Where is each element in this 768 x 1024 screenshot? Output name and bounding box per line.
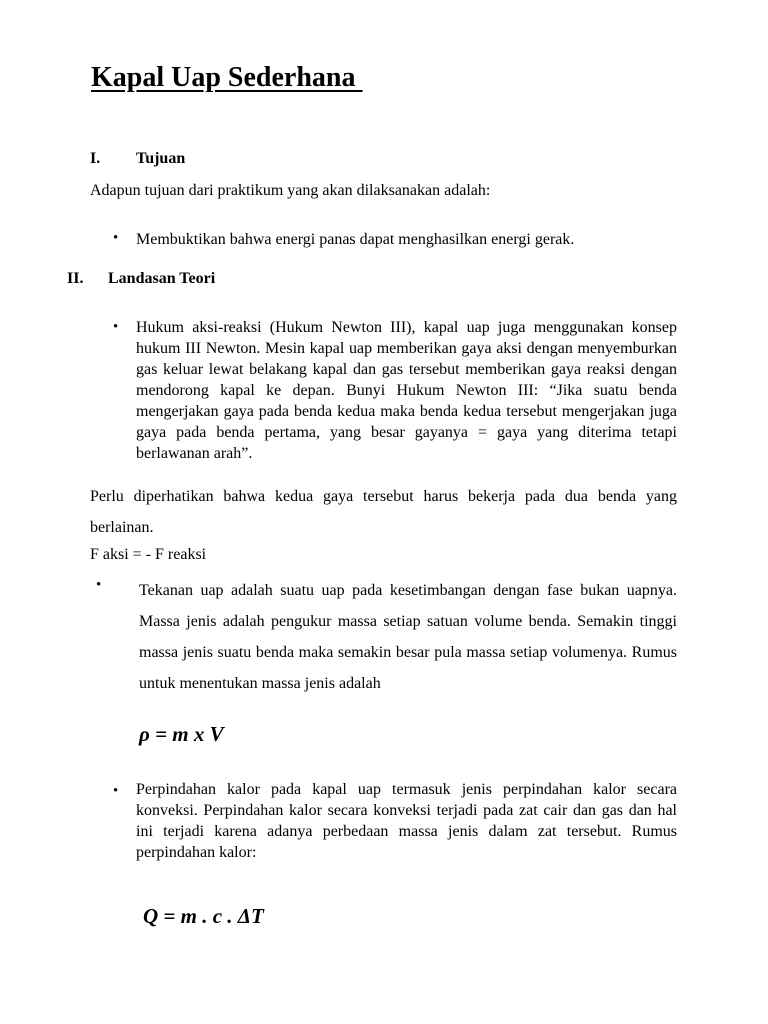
section-1-bullet-1: Membuktikan bahwa energi panas dapat menghasilkan energi gerak.: [136, 231, 575, 248]
bullet-icon: •: [113, 783, 119, 799]
section-2-bullet-heat: Perpindahan kalor pada kapal uap termasuk jenis perpindahan kalor secara konveksi. Perpindahan kalor secara konveksi terjadi pada zat cair dan gas dan hal ini terjadi karena adanya perbedaan massa jenis dalam zat tersebut. Rumus perpindahan kalor:: [136, 781, 677, 861]
bullet-icon: •: [96, 577, 102, 593]
section-2-heading: Landasan Teori: [108, 270, 216, 287]
document-title: Kapal Uap Sederhana: [91, 62, 363, 93]
section-1-number: I.: [90, 150, 101, 167]
section-2-bullet-pressure: Tekanan uap adalah suatu uap pada kesetimbangan dengan fase bukan uapnya. Massa jenis adalah pengukur massa setiap satuan volume benda. Semakin tinggi massa jenis suatu benda maka semakin besar pula massa setiap volumenya. Rumus untuk menentukan massa jenis adalah: [139, 582, 677, 692]
heat-formula: Q = m . c . ΔT: [143, 904, 264, 928]
section-1-intro: Adapun tujuan dari praktikum yang akan dilaksanakan adalah:: [90, 182, 491, 199]
section-1-heading: Tujuan: [136, 150, 186, 167]
section-2-note: Perlu diperhatikan bahwa kedua gaya tersebut harus bekerja pada dua benda yang berlainan.: [90, 488, 677, 536]
section-2-equation: F aksi = - F reaksi: [90, 546, 207, 563]
bullet-icon: •: [113, 230, 119, 246]
bullet-icon: •: [113, 319, 119, 335]
section-2-bullet-newton: Hukum aksi-reaksi (Hukum Newton III), kapal uap juga menggunakan konsep hukum III Newton. Mesin kapal uap memberikan gaya aksi dengan menyemburkan gas keluar lewat belakang kapal dan gas tersebut memberikan gaya reaksi dengan mendorong kapal ke depan. Bunyi Hukum Newton III: “Jika suatu benda mengerjakan gaya pada benda kedua maka benda kedua tersebut mengerjakan juga gaya pada benda pertama, yang besar gayanya = gaya yang diterima tetapi berlawanan arah”.: [136, 319, 677, 462]
section-2-number: II.: [67, 270, 84, 287]
density-formula: ρ = m x V: [139, 722, 224, 746]
